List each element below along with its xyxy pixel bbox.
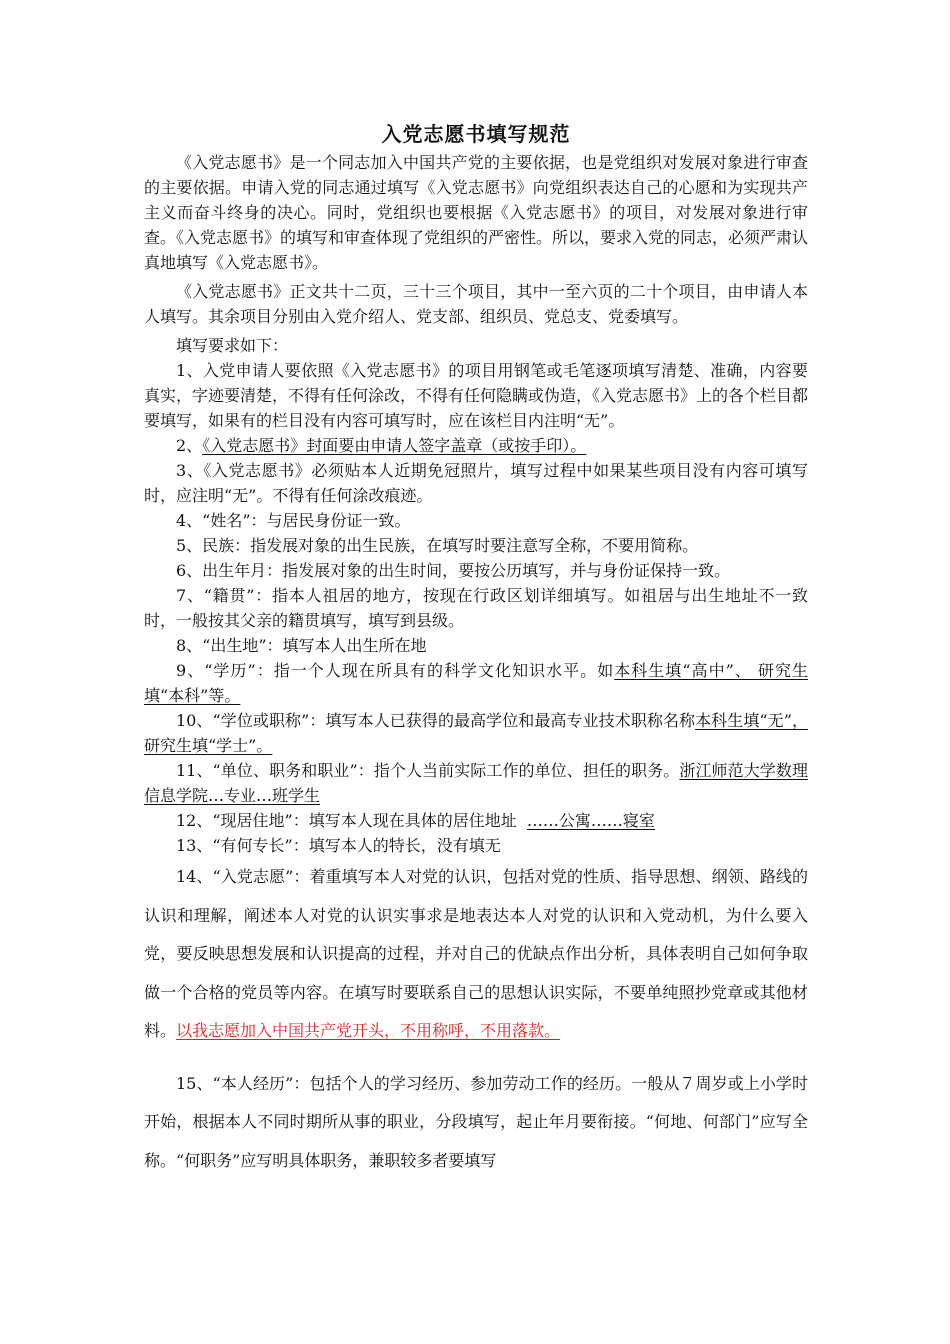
- requirement-item-10: [144, 708, 808, 758]
- item-12-underlined: ……公寓……寝室: [526, 811, 655, 830]
- item-14-red-note: 以我志愿加入中国共产党开头，不用称呼，不用落款。: [176, 1021, 561, 1040]
- requirement-item-9: [144, 658, 808, 708]
- requirement-item-6: 6、出生年月：指发展对象的出生时间，要按公历填写，并与身份证保持一致。: [176, 561, 731, 580]
- requirement-item-13: 13、“有何专长”：填写本人的特长，没有填无: [176, 836, 501, 855]
- requirement-item-4: 4、“姓名”：与居民身份证一致。: [176, 511, 411, 530]
- item-10-underlined: 本科生填“无”，研究生填“学士”。: [144, 711, 808, 755]
- intro-paragraph-1: 《入党志愿书》是一个同志加入中国共产党的主要依据，也是党组织对发展对象进行审查的主要依据。申请入党的同志通过填写《入党志愿书》向党组织表达自己的心愿和为实现共产主义而奋斗终身的决心。同时，党组织也要根据《入党志愿书》的项目，对发展对象进行审查。《入党志愿书》的填写和审查体现了党组织的严密性。所以，要求入党的同志，必须严肃认真地填写《入党志愿书》。: [144, 153, 809, 272]
- requirement-item-3: 3、《入党志愿书》必须贴本人近期免冠照片，填写过程中如果某些项目没有内容可填写时，应注明“无”。不得有任何涂改痕迹。: [144, 461, 808, 505]
- requirement-item-7: 7、“籍贯”：指本人祖居的地方，按现在行政区划详细填写。如祖居与出生地址不一致时，一般按其父亲的籍贯填写，填写到县级。: [144, 586, 808, 630]
- item-9-text: 9、“学历”：指一个人现在所具有的科学文化知识水平。如: [176, 661, 615, 680]
- item-9-underlined: 本科生填“高中”、 研究生填“本科”等。: [144, 661, 808, 705]
- document-title: 入党志愿书填写规范: [381, 122, 571, 146]
- requirement-item-8: 8、“出生地”：填写本人出生所在地: [176, 636, 427, 655]
- requirement-item-12: [144, 808, 808, 833]
- requirement-item-1: 1、入党申请人要依照《入党志愿书》的项目用钢笔或毛笔逐项填写清楚、准确，内容要真实，字迹要清楚，不得有任何涂改，不得有任何隐瞒或伪造，《入党志愿书》上的各个栏目都要填写，如果有的栏目没有内容可填写时，应在该栏目内注明“无”。: [144, 361, 809, 430]
- item-14-text: 14、“入党志愿”：着重填写本人对党的认识，包括对党的性质、指导思想、纲领、路线的认识和理解，阐述本人对党的认识实事求是地表达本人对党的认识和入党动机，为什么要入党，要反映思想发展和认识提高的过程，并对自己的优缺点作出分析，具体表明自己如何争取做一个合格的党员等内容。在填写时要联系自己的思想认识实际，不要单纯照抄党章或其他材料。: [144, 867, 808, 1040]
- intro-paragraph-2: 《入党志愿书》正文共十二页，三十三个项目，其中一至六页的二十个项目，由申请人本人填写。其余项目分别由入党介绍人、党支部、组织员、党总支、党委填写。: [144, 282, 808, 326]
- requirements-heading: 填写要求如下：: [176, 336, 289, 355]
- requirement-item-11: [144, 758, 808, 808]
- document-page: [144, 118, 808, 1180]
- requirement-item-2: [144, 433, 808, 458]
- requirement-item-14: [144, 858, 808, 1051]
- requirement-item-15: 15、“本人经历”：包括个人的学习经历、参加劳动工作的经历。一般从７周岁或上小学时开始，根据本人不同时期所从事的职业，分段填写，起止年月要衔接。“何地、何部门”应写全称。“何职务”应写明具体职务，兼职较多者要填写: [144, 1073, 808, 1170]
- item-2-underlined: 《入党志愿书》封面要由申请人签字盖章（或按手印）。: [202, 436, 587, 455]
- item-11-text: 11、“单位、职务和职业”：指个人当前实际工作的单位、担任的职务。: [176, 761, 680, 780]
- requirement-item-5: 5、民族：指发展对象的出生民族，在填写时要注意写全称，不要用简称。: [176, 536, 699, 555]
- item-11-underlined: 浙江师范大学数理信息学院…专业…班学生: [144, 761, 808, 805]
- item-12-text: 12、“现居住地”：填写本人现在具体的居住地址: [176, 811, 527, 830]
- item-10-text: 10、“学位或职称”：填写本人已获得的最高学位和最高专业技术职称名称: [176, 711, 696, 730]
- item-2-number: 2、: [176, 436, 203, 455]
